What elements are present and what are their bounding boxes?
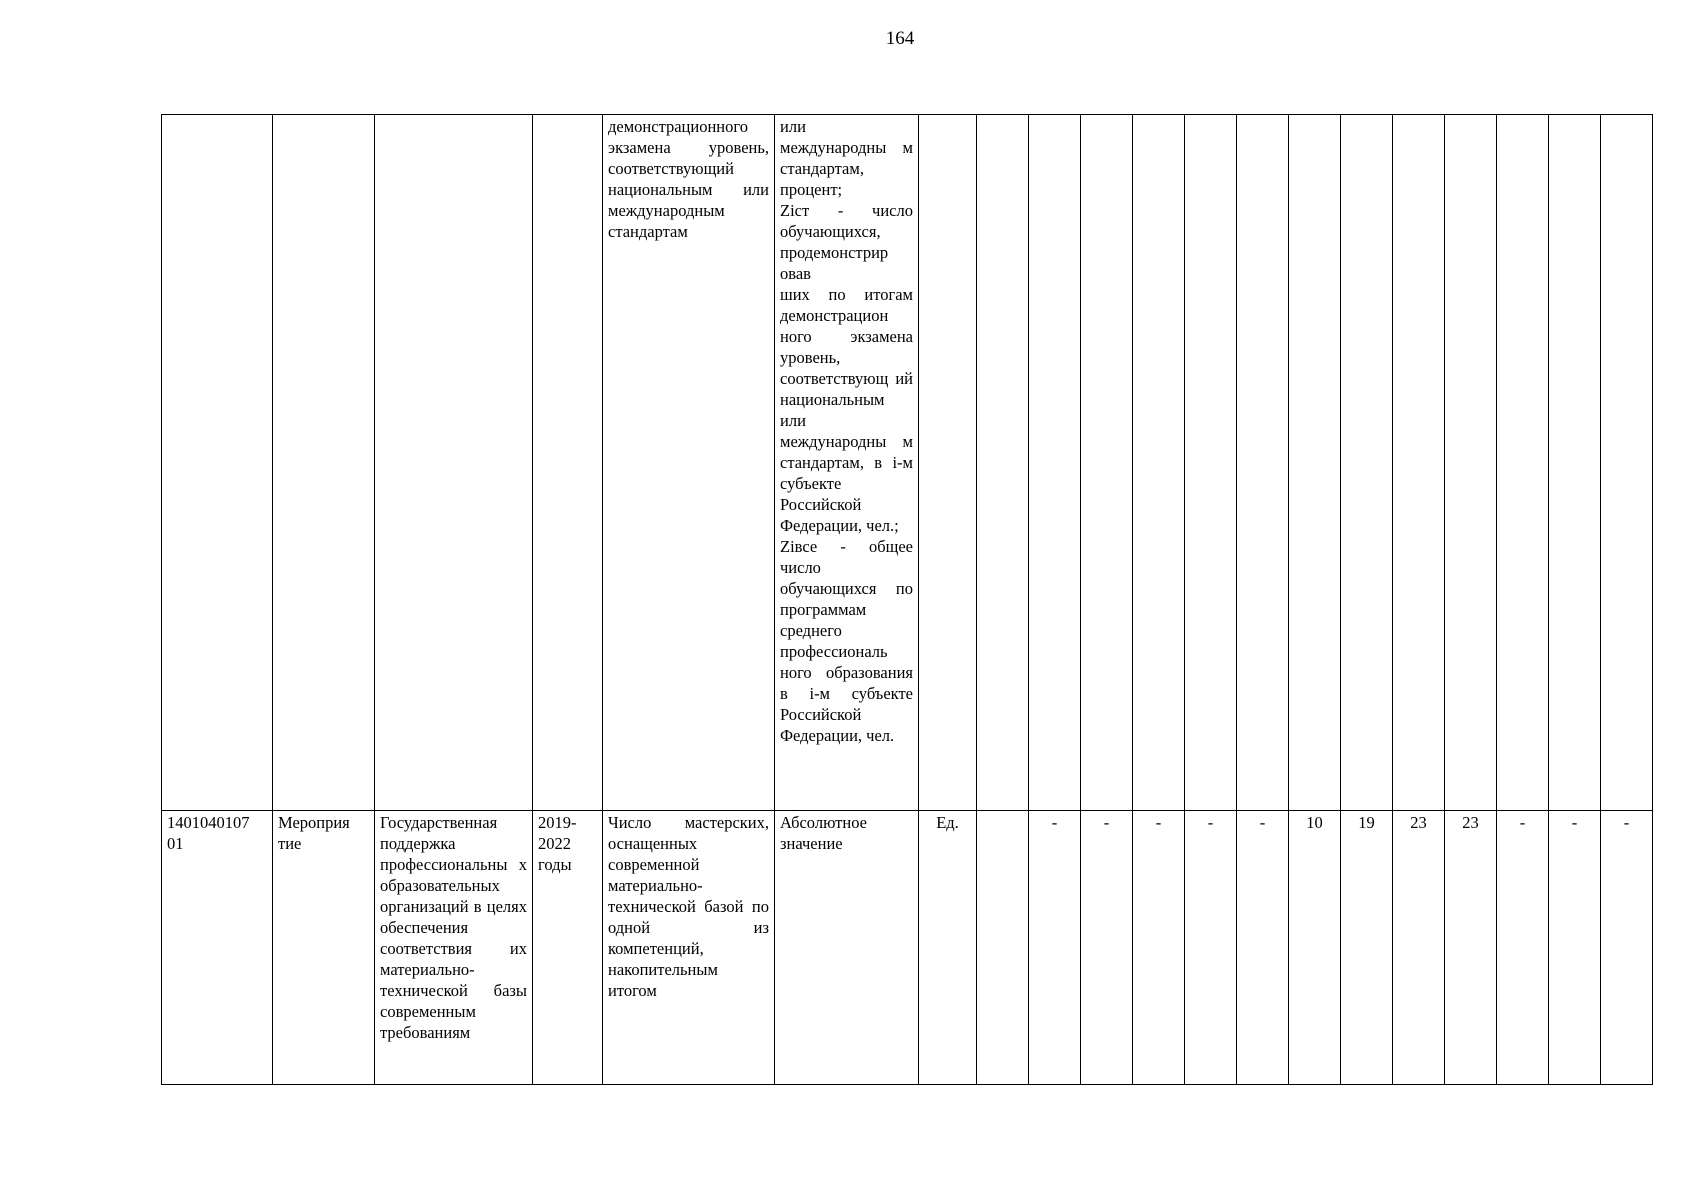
table-cell [1601, 115, 1653, 811]
name-cell: Государственная поддержка профессиональны х образовательных организаций в целях обеспечения соответствия их материально-технической базы современным требованиям [375, 811, 533, 1085]
calculation-method-cell: или международны м стандартам, процент; Ziст - число обучающихся, продемонстрир овав ших по итогам демонстрацион ного экзамена уровень, соответствующ ий национальным или международны м стандартам, в i-м субъекте Российской Федерации, чел.; Ziвсе - общее число обучающихся по программам среднего профессиональ ного образования в i-м субъекте Российской Федерации, чел. [775, 115, 919, 811]
table-cell [1341, 115, 1393, 811]
value-cell [977, 811, 1029, 1085]
value-cell: - [1237, 811, 1289, 1085]
table-cell [919, 115, 977, 811]
value-cell: - [1029, 811, 1081, 1085]
method-cell: Абсолютное значение [775, 811, 919, 1085]
value-cell: - [1601, 811, 1653, 1085]
indicator-description-cell: демонстрационного экзамена уровень, соответствующий национальным или международным стандартам [603, 115, 775, 811]
value-cell: - [1497, 811, 1549, 1085]
table-cell [533, 115, 603, 811]
table-cell [1289, 115, 1341, 811]
table-row [162, 811, 1653, 1085]
code-cell: 1401040107 01 [162, 811, 273, 1085]
unit-cell: Ед. [919, 811, 977, 1085]
table-cell [1029, 115, 1081, 811]
table-cell [273, 115, 375, 811]
table-cell [162, 115, 273, 811]
value-cell: 19 [1341, 811, 1393, 1085]
table-cell [1081, 115, 1133, 811]
value-cell: - [1185, 811, 1237, 1085]
table-cell [977, 115, 1029, 811]
table-cell [1445, 115, 1497, 811]
indicator-table [161, 114, 1653, 1085]
table-cell [1133, 115, 1185, 811]
period-cell: 2019-2022 годы [533, 811, 603, 1085]
page-number: 164 [885, 28, 915, 49]
table-row [162, 115, 1653, 811]
value-cell: - [1549, 811, 1601, 1085]
table-cell [1549, 115, 1601, 811]
value-cell: 23 [1445, 811, 1497, 1085]
table-cell [1497, 115, 1549, 811]
value-cell: 10 [1289, 811, 1341, 1085]
table-cell [375, 115, 533, 811]
type-cell: Мероприя тие [273, 811, 375, 1085]
indicator-cell: Число мастерских, оснащенных современной материально-технической базой по одной из компетенций, накопительным итогом [603, 811, 775, 1085]
table-cell [1237, 115, 1289, 811]
table-cell [1393, 115, 1445, 811]
value-cell: - [1081, 811, 1133, 1085]
table-cell [1185, 115, 1237, 811]
value-cell: 23 [1393, 811, 1445, 1085]
value-cell: - [1133, 811, 1185, 1085]
